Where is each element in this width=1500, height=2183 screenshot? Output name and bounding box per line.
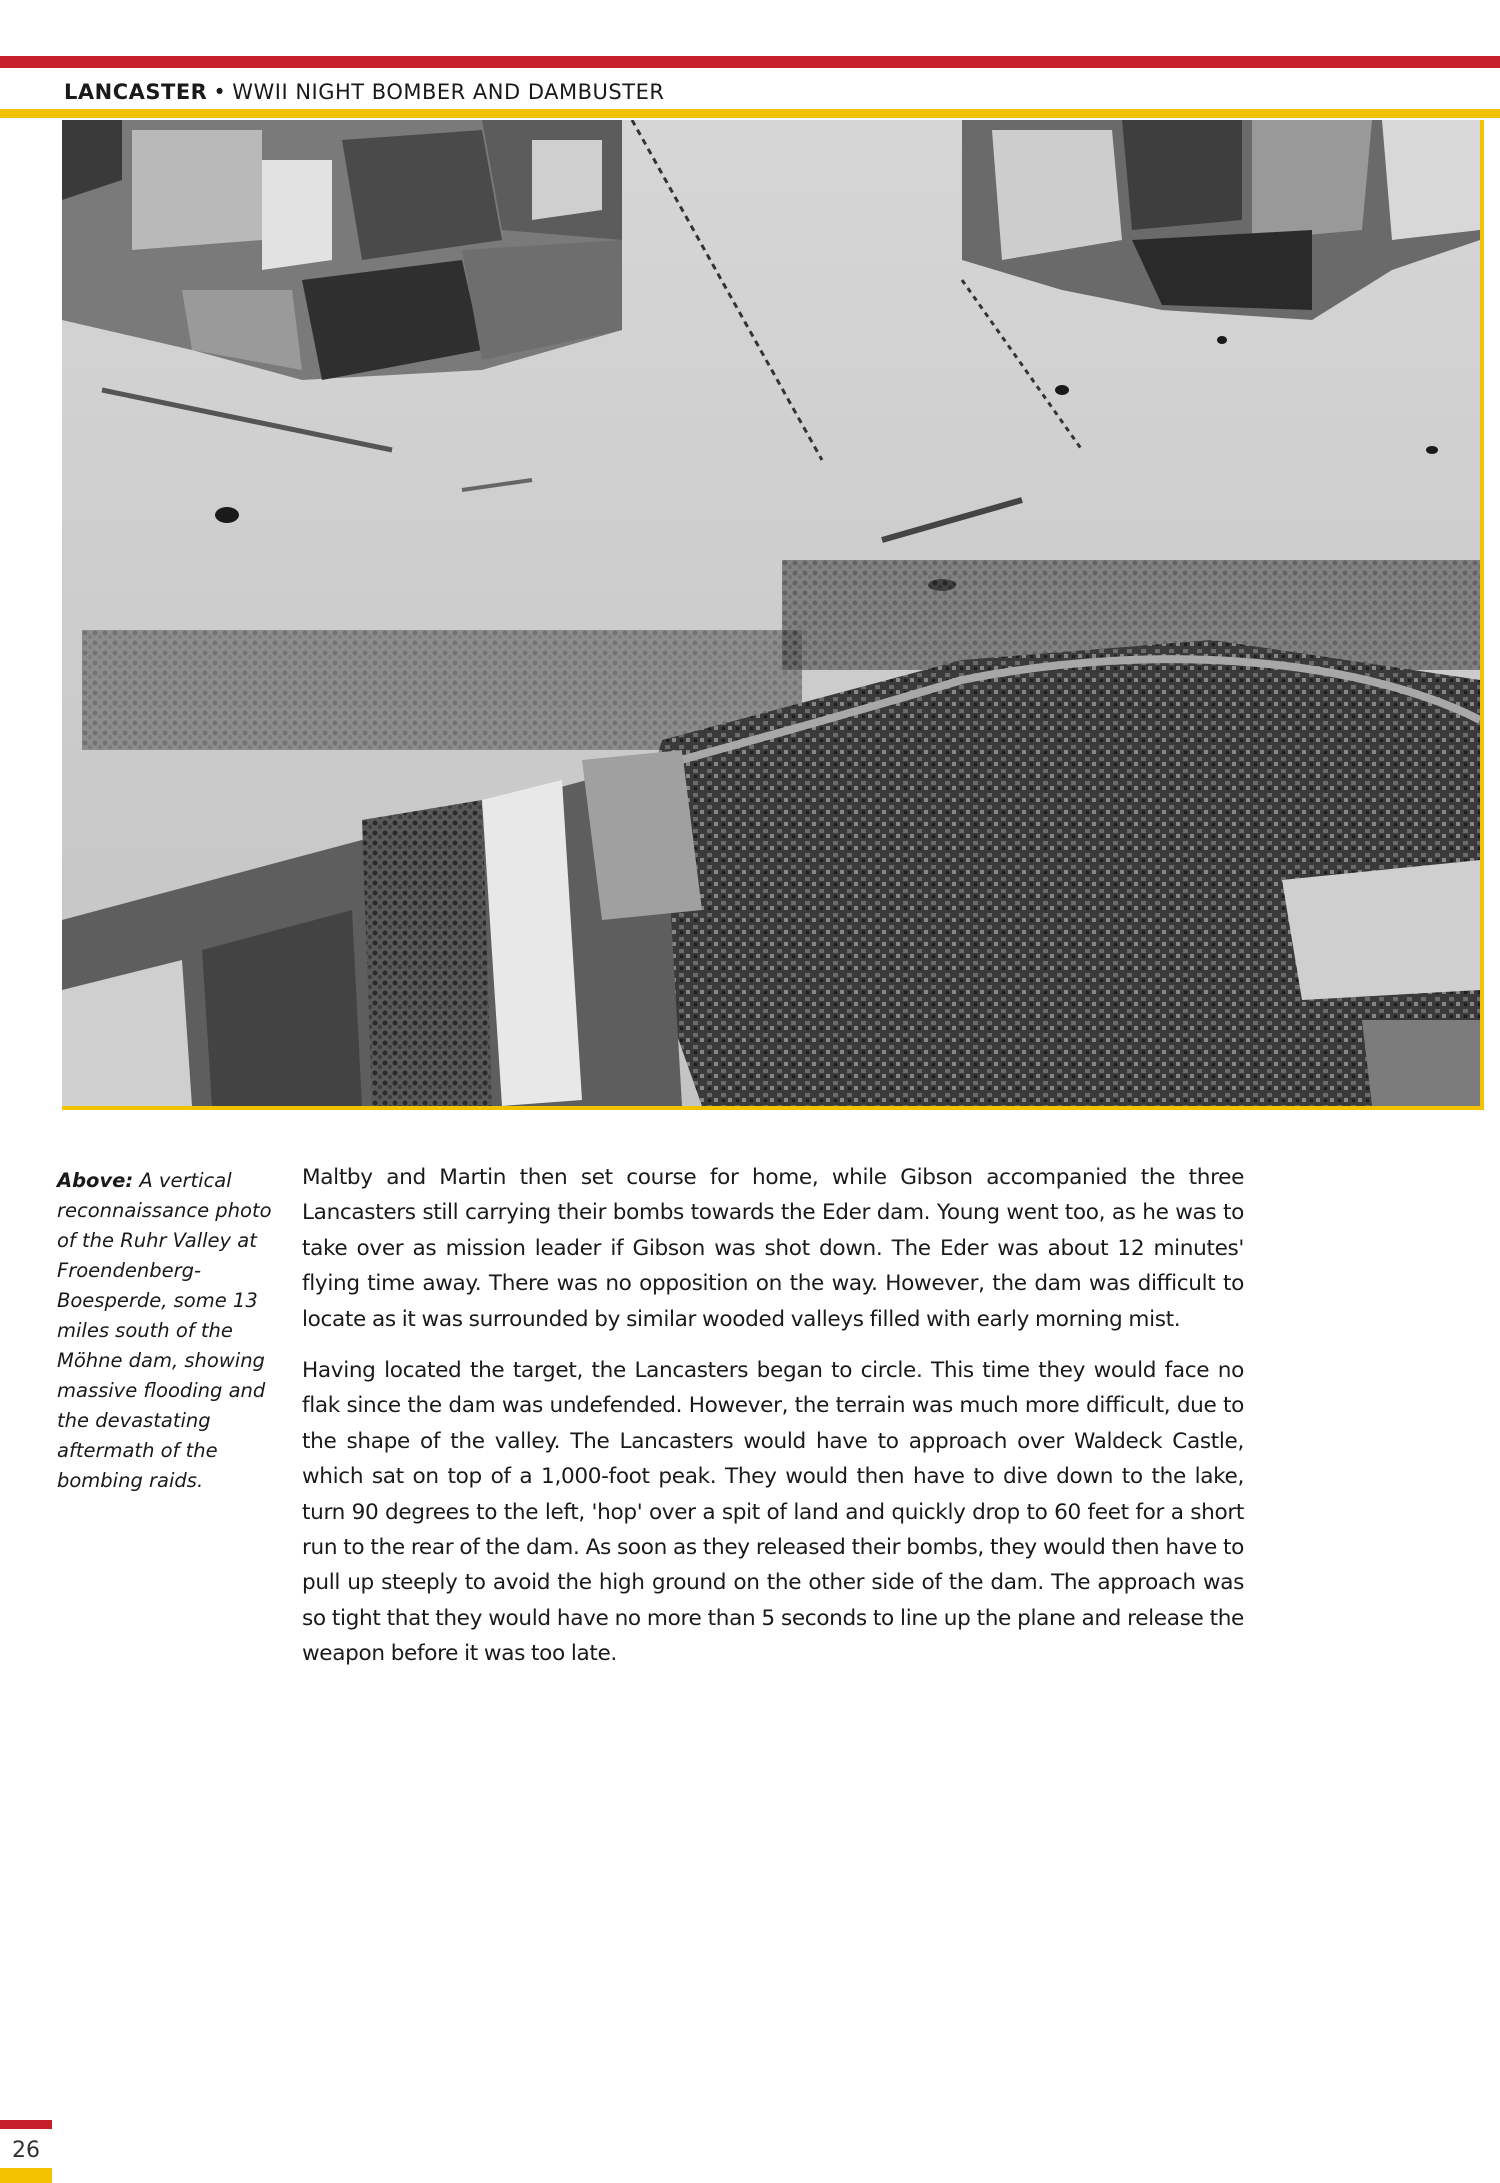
running-head [64,80,664,110]
article-body [302,1160,1244,1688]
caption-text: A vertical reconnaissance photo of the Ruhr Valley at Froendenberg-Boesperde, some 13 miles south of the Möhne dam, showing massive flooding and the devastating aftermath of the bombing raids. [57,1169,272,1492]
reconnaissance-photo [62,120,1484,1110]
page-number: 26 [12,2138,40,2163]
paragraph: Maltby and Martin then set course for home, while Gibson accompanied the three Lancasters still carrying their bombs towards the Eder dam. Young went too, as he was to take over as mission leader if Gibson was shot down. The Eder was about 12 minutes' flying time away. There was no opposition on the way. However, the dam was difficult to locate as it was surrounded by similar wooded valleys filled with early morning mist. [302,1165,1244,1332]
book-subtitle: WWII NIGHT BOMBER AND DAMBUSTER [232,80,665,104]
caption-lead: Above: [57,1169,134,1192]
footer-red-tab [0,2120,52,2129]
header-yellow-rule [0,109,1500,118]
paragraph: Having located the target, the Lancasters began to circle. This time they would face no flak since the dam was undefended. However, the terrain was much more difficult, due to the shape of the valley. The Lancasters would have to approach over Waldeck Castle, which sat on top of a 1,000-foot peak. They would then have to dive down to the lake, turn 90 degrees to the left, 'hop' over a spit of land and quickly drop to 60 feet for a short run to the rear of the dam. As soon as they released their bombs, they would then have to pull up steeply to avoid the high ground on the other side of the dam. The approach was so tight that they would have no more than 5 seconds to line up the plane and release the weapon before it was too late. [302,1358,1244,1667]
book-title: LANCASTER [64,80,208,104]
header-separator: • [213,80,227,104]
figure-caption [57,1166,275,1496]
header-red-rule [0,56,1500,68]
footer-yellow-tab [0,2168,52,2183]
aerial-photo-illustration [62,120,1480,1106]
